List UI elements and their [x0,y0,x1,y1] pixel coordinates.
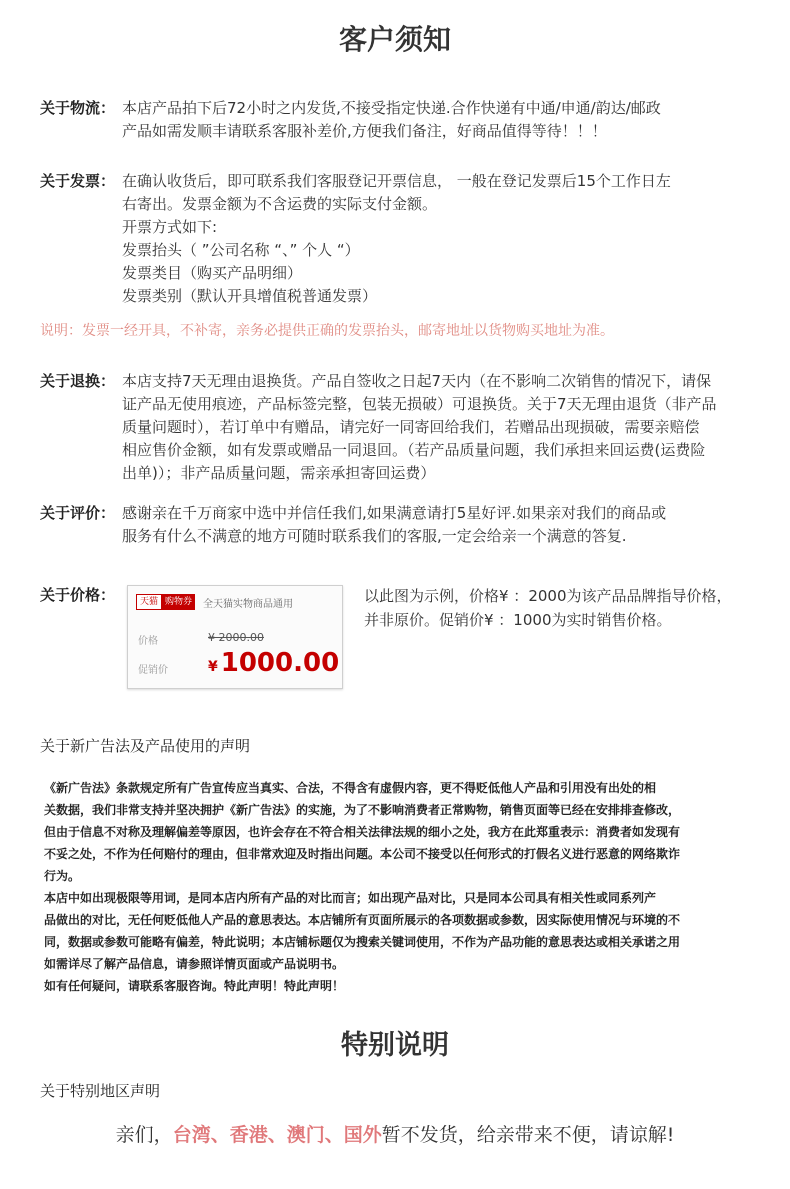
price-description [364,584,732,632]
region-list: 台湾、香港、澳门、国外 [172,1124,382,1146]
law-line: 如需详尽了解产品信息，请参照详情页面或产品说明书。 [44,957,345,971]
returns-line: 证产品无使用痕迹，产品标签完整，包装无损破）可退换货。关于7天无理由退货（非产品 [122,395,717,413]
returns-line: 相应售价金额，如有发票或赠品一同退回。（若产品质量问题，我们承担来回运费(运费险 [122,441,706,459]
law-line: 关数据，我们非常支持并坚决拥护《新广告法》的实施，为了不影响消费者正常购物，销售页面等已经在安排排查修改， [44,803,681,817]
invoice-line: 发票类别（默认开具增值税普通发票） [122,287,378,305]
law-line: 不妥之处，不作为任何赔付的理由，但非常欢迎及时指出问题。本公司不接受以任何形式的打假名义进行恶意的网络欺诈 [44,847,681,861]
law-line: 品做出的对比，无任何贬低他人产品的意思表达。本店铺所有页面所展示的各项数据或参数，因实际使用情况与环境的不 [44,913,681,927]
invoice-line: 发票类目（购买产品明细） [122,264,303,282]
law-title: 关于新广告法及产品使用的声明 [40,737,251,755]
page-title: 客户须知 [338,23,451,56]
law-line: 同，数据或参数可能略有偏差，特此说明；本店铺标题仅为搜索关键词使用，不作为产品功能的意思表达或相关承诺之用 [44,935,681,949]
invoice-label: 关于发票： [40,172,116,190]
returns-line: 质量问题时），若订单中有赠品，请完好一同寄回给我们，若赠品出现损破，需要亲赔偿 [122,418,700,436]
law-line: 本店中如出现极限等用词，是同本店内所有产品的对比而言；如出现产品对比，只是同本公司具有相关性或同系列产 [44,891,657,905]
review-label: 关于评价： [40,504,116,522]
price-desc-line: 并非原价。促销价¥ ：1000为实时销售价格。 [364,611,672,629]
region-prefix: 亲们， [115,1124,173,1146]
logistics-line: 本店产品拍下后72小时之内发货,不接受指定快递.合作快递有中通/申通/韵达/邮政 [122,99,661,117]
law-line: 行为。 [44,869,81,883]
review-section [40,502,760,548]
invoice-line: 在确认收货后，即可联系我们客服登记开票信息， 一般在登记发票后15个工作日左 [122,172,671,190]
returns-label: 关于退换： [40,372,116,390]
law-statement [44,777,754,997]
invoice-line: 右寄出。发票金额为不含运费的实际支付金额。 [122,195,438,213]
coupon-scope: 全天猫实物商品通用 [203,598,294,610]
region-suffix: 暂不发货，给亲带来不便，请谅解! [381,1124,675,1146]
review-line: 服务有什么不满意的地方可随时联系我们的客服,一定会给亲一个满意的答复. [122,527,627,545]
promo-price-value: 1000.00 [220,648,340,678]
returns-line: 本店支持7天无理由退换货。产品自签收之日起7天内（在不影响二次销售的情况下，请保 [122,372,712,390]
price-label: 关于价格： [40,586,116,604]
promo-field-label: 促销价 [138,665,168,676]
original-price: ¥ 2000.00 [208,631,264,644]
returns-line: 出单)）；非产品质量问题，需亲承担寄回运费） [122,464,436,482]
price-desc-line: 以此图为示例，价格¥ ：2000为该产品品牌指导价格， [364,587,732,605]
currency-symbol: ¥ [208,659,218,675]
invoice-section [40,170,760,308]
law-line: 《新广告法》条款规定所有广告宣传应当真实、合法，不得含有虚假内容，更不得贬低他人产品和引用没有出处的相 [44,781,657,795]
review-line: 感谢亲在千万商家中选中并信任我们,如果满意请打5星好评.如果亲对我们的商品或 [122,504,667,522]
law-line: 但由于信息不对称及理解偏差等原因，也许会存在不符合相关法律法规的细小之处，我方在此郑重表示：消费者如发现有 [44,825,681,839]
special-title: 特别说明 [341,1030,449,1061]
region-notice [0,1120,790,1147]
coupon-row [136,594,293,610]
invoice-note: 说明：发票一经开具，不补寄，亲务必提供正确的发票抬头，邮寄地址以货物购买地址为准。 [40,323,614,339]
invoice-line: 发票抬头（ ”公司名称 “、” 个人 “） [122,241,360,259]
law-line: 如有任何疑问，请联系客服咨询。特此声明！特此声明！ [44,979,345,993]
invoice-line: 开票方式如下: [122,218,218,236]
logistics-line: 产品如需发顺丰请联系客服补差价,方便我们备注，好商品值得等待！！！ [122,122,607,140]
coupon-badge: 购物券 [162,594,195,610]
region-title: 关于特别地区声明 [40,1082,161,1100]
price-example-card [127,585,343,689]
tmall-badge: 天猫 [136,594,162,610]
price-field-label: 价格 [138,636,158,647]
logistics-section [40,97,760,143]
logistics-label: 关于物流： [40,99,116,117]
returns-section [40,370,760,485]
promo-price [208,648,339,678]
